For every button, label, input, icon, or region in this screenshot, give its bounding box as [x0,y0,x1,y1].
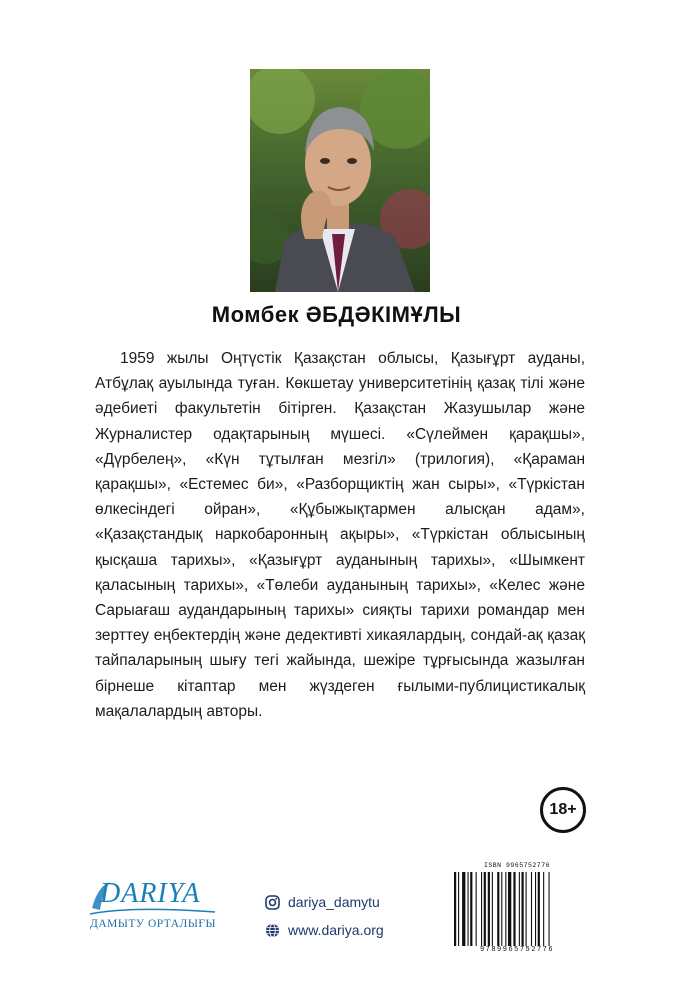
age-rating-badge: 18+ [540,787,586,833]
author-photo [250,69,430,292]
barcode-number: 9789965752776 [479,946,555,954]
isbn-barcode [452,862,582,957]
instagram-contact[interactable] [265,888,384,916]
logo-subtitle: ДАМЫТУ ОРТАЛЫҒЫ [90,918,217,930]
publisher-contacts [265,888,384,944]
website-contact[interactable] [265,916,384,944]
isbn-label: ISBN 9965752776 [483,862,550,869]
barcode-bars [454,872,580,946]
bio-paragraph: 1959 жылы Оңтүстік Қазақстан облысы, Қазығұрт ауданы, Атбұлақ ауылында туған. Көкшетау университетінің қазақ тілі және әдебиеті факультетін бітірген. Қазақстан Жазушылар және Журналистер одақтарының мүшесі. «Сүлеймен қарақшы», «Дүрбелең», «Күн тұтылған мезгіл» (трилогия), «Қараман қарақшы», «Естемес би», «Разборщиктің жан сыры», «Түркістан өлкесіндегі ойран», «Құбыжықтармен алысқан адам», «Қазақстандық наркобаронның ақыры», «Түркістан облысының қысқаша тарихы», «Қазығұрт ауданының тарихы», «Шымкент қаласының тарихы», «Төлеби ауданының тарихы», «Келес және Сарыағаш аудандарының тарихы» сияқты тарихи романдар мен зерттеу еңбектердің және дедективті хикаялардың, сондай-ақ қазақ тайпаларының шығу тегі жайында, шежіре тұрғысында жазылған бірнеше кітаптар мен жүздеген ғылыми-публицистикалық мақалалардың авторы. [95,350,585,720]
author-bio [95,346,585,724]
logo-text: DARIYA [100,878,201,909]
website-link[interactable]: www.dariya.org [288,922,384,938]
instagram-handle[interactable]: dariya_damytu [288,894,380,910]
instagram-icon [265,895,280,910]
globe-icon [265,923,280,938]
publisher-logo [90,878,220,938]
author-name: Момбек ӘБДӘКІМҰЛЫ [211,302,462,327]
